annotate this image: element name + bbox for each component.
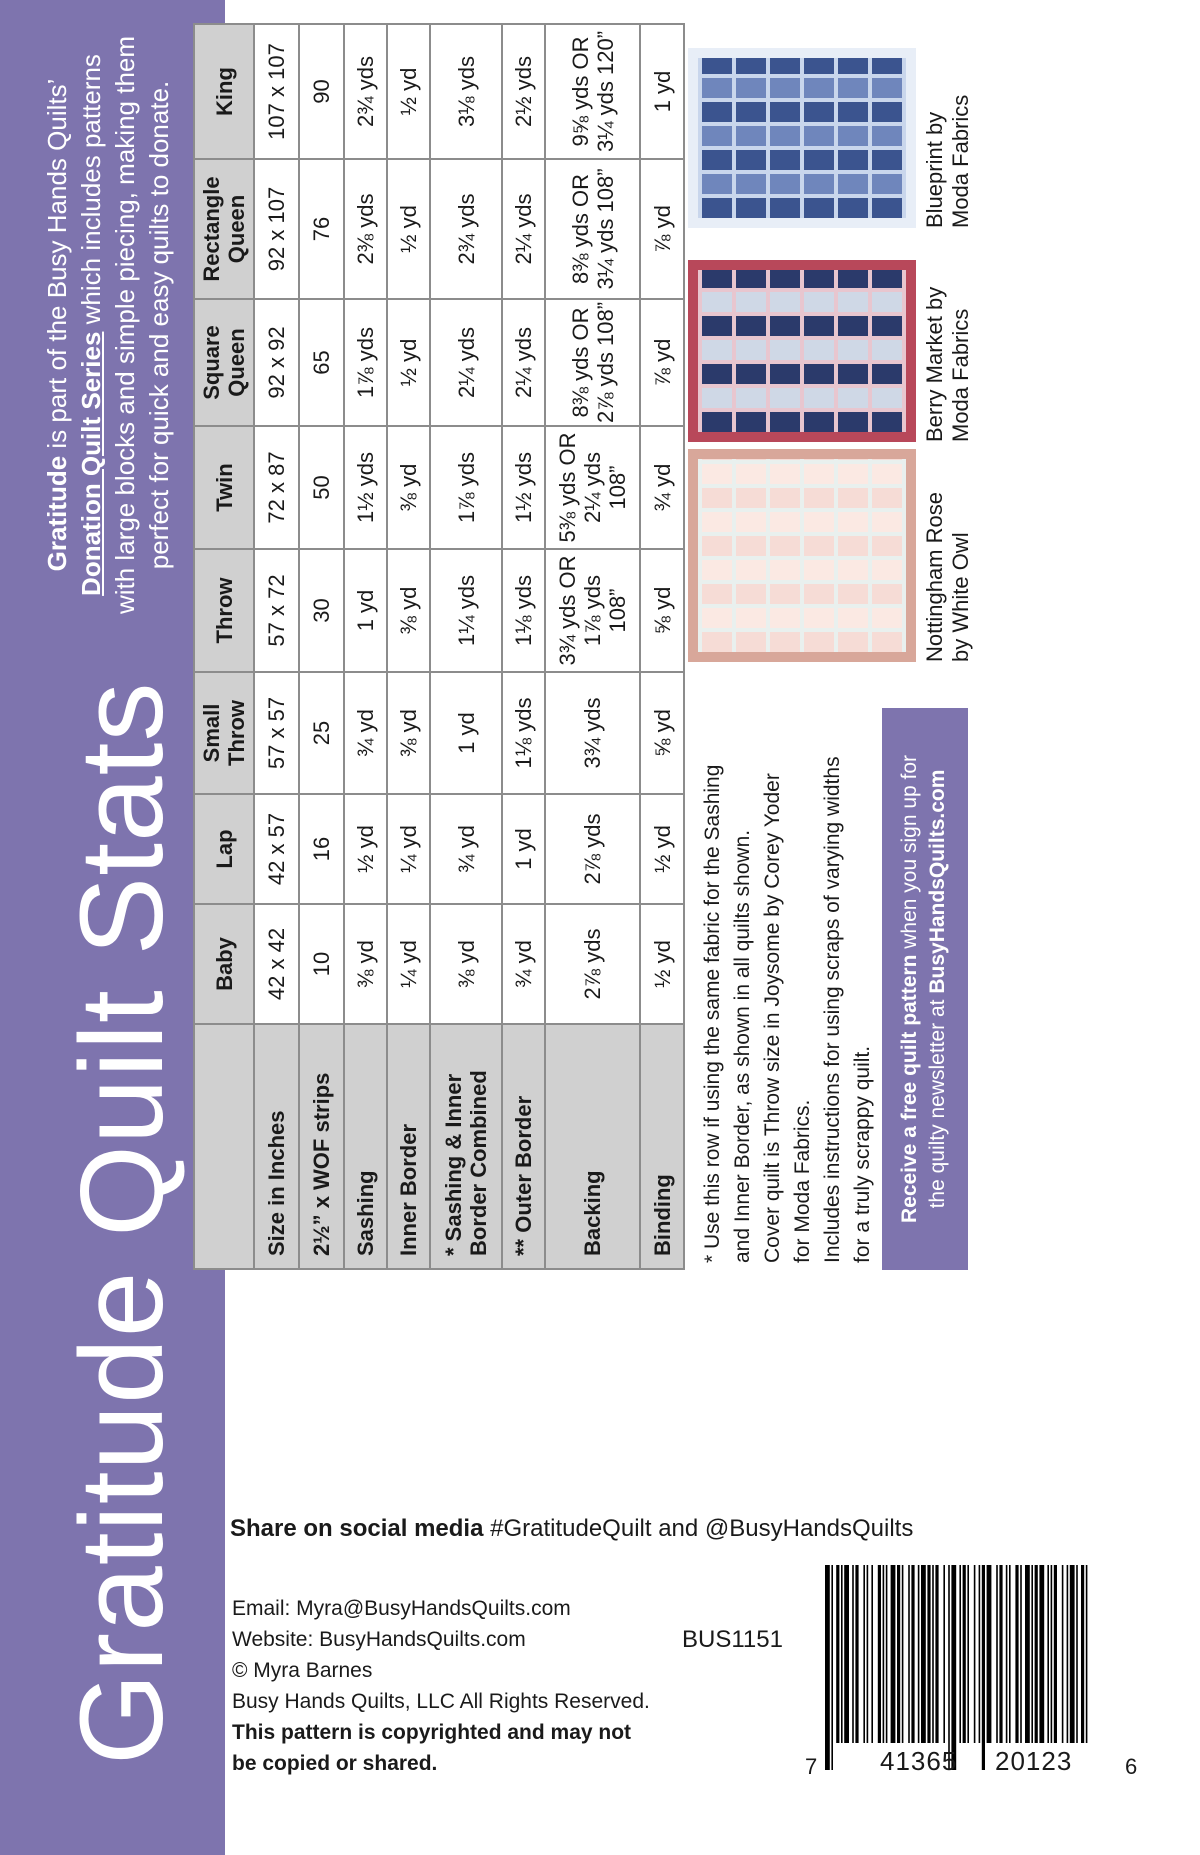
table-cell: ¾ yd — [502, 904, 545, 1024]
barcode-digit-last: 6 — [1125, 1754, 1138, 1779]
barcode-bar — [867, 1565, 869, 1743]
quilt-caption — [922, 449, 974, 662]
table-cell: 1 yd — [344, 549, 387, 672]
table-cell: 2¼ yds — [502, 299, 545, 426]
quilt-stats-table — [193, 23, 685, 1270]
table-cell: 2¾ yds — [430, 159, 502, 299]
barcode-bar — [1067, 1565, 1069, 1743]
table-cell: 16 — [299, 794, 344, 904]
note-line: Cover quilt is Throw size in Joysome by Corey Yoder — [761, 773, 784, 1263]
table-cell: ⅝ yd — [640, 549, 684, 672]
table-cell: 1⅞ yds — [430, 426, 502, 549]
barcode-bar — [1031, 1565, 1033, 1743]
intro-text-part2: which includes patterns with large blocks and simple piecing, making them perfect for quick and easy quilts to donate. — [76, 35, 174, 615]
column-header: Lap — [194, 794, 254, 904]
table-body — [254, 24, 684, 1269]
table-cell: 1 yd — [430, 672, 502, 794]
table-cell: 92 x 92 — [254, 299, 299, 426]
barcode-bar — [1020, 1565, 1022, 1743]
quilt-caption-line2: by White Owl — [948, 532, 973, 662]
quilt-image — [688, 48, 916, 228]
share-bold: Share on social media — [230, 1515, 484, 1542]
barcode-bar — [987, 1565, 992, 1743]
barcode-bar — [1070, 1565, 1075, 1743]
table-cell: ⅞ yd — [640, 299, 684, 426]
row-label: 2½” x WOF strips — [299, 1024, 344, 1269]
table-cell: 2⅞ yds — [545, 904, 640, 1024]
table-cell: ¾ yd — [640, 426, 684, 549]
barcode-bar — [1039, 1565, 1044, 1743]
intro-text-part1: is part of the Busy Hands Quilts’ — [42, 78, 72, 456]
barcode — [805, 1565, 1138, 1779]
quilt-image — [688, 449, 916, 662]
newsletter-text: when you sign up for — [898, 754, 921, 955]
barcode-bar — [841, 1565, 843, 1743]
table-cell: 1 yd — [502, 794, 545, 904]
table-cell: 90 — [299, 24, 344, 159]
barcode-bar — [1015, 1565, 1018, 1743]
row-label: Inner Border — [387, 1024, 430, 1269]
table-cell: 3⅛ yds — [430, 24, 502, 159]
barcode-digits-right: 20123 — [995, 1746, 1073, 1776]
quilt-image — [688, 260, 916, 442]
table-cell: ⅜ yd — [387, 672, 430, 794]
table-cell: 2¼ yds — [430, 299, 502, 426]
barcode-bar — [852, 1565, 854, 1743]
share-line — [230, 1513, 1090, 1545]
quilt-caption-line1: Berry Market by — [922, 286, 947, 442]
barcode-bar — [948, 1565, 950, 1770]
barcode-bar — [878, 1565, 881, 1743]
newsletter-line1 — [896, 708, 924, 1270]
barcode-bar — [886, 1565, 888, 1743]
barcode-bar — [935, 1565, 938, 1743]
table-cell: ½ yd — [640, 794, 684, 904]
column-header: Small Throw — [194, 672, 254, 794]
table-cell: ½ yd — [344, 794, 387, 904]
barcode-bar — [855, 1565, 858, 1743]
barcode-bar — [1086, 1565, 1088, 1743]
barcode-bar — [883, 1565, 885, 1743]
table-cell: 72 x 87 — [254, 426, 299, 549]
table-cell: 5⅜ yds OR 2¼ yds 108” — [545, 426, 640, 549]
intro-series-link: Donation Quilt Series — [76, 331, 106, 596]
intro-text — [40, 35, 176, 615]
barcode-bar — [1025, 1565, 1030, 1743]
barcode-bar — [902, 1565, 904, 1743]
quilt-caption — [922, 48, 974, 228]
column-header: Baby — [194, 904, 254, 1024]
table-row — [430, 24, 502, 1269]
newsletter-banner[interactable] — [882, 708, 968, 1270]
barcode-bars — [825, 1565, 1095, 1775]
table-cell: 57 x 72 — [254, 549, 299, 672]
column-header: Throw — [194, 549, 254, 672]
barcode-bar — [836, 1565, 839, 1743]
table-cell: 1½ yds — [344, 426, 387, 549]
quilt-caption-line2: Moda Fabrics — [948, 94, 973, 228]
table-cell: ⅜ yd — [430, 904, 502, 1024]
table-cell: ½ yd — [387, 299, 430, 426]
note-line: * Use this row if using the same fabric for the Sashing — [701, 764, 724, 1263]
table-cell: 2½ yds — [502, 24, 545, 159]
barcode-bar — [963, 1565, 966, 1743]
table-cell: 2⅞ yds — [545, 794, 640, 904]
barcode-bar — [979, 1565, 981, 1743]
barcode-digit-first: 7 — [805, 1754, 818, 1779]
table-cell: ⅜ yd — [344, 904, 387, 1024]
barcode-bar — [844, 1565, 849, 1743]
table-cell: ⅞ yd — [640, 159, 684, 299]
table-cell: ⅜ yd — [387, 426, 430, 549]
table-cell: 1¼ yds — [430, 549, 502, 672]
table-cell: ¼ yd — [387, 904, 430, 1024]
barcode-bar — [927, 1565, 930, 1743]
table-cell: 1 yd — [640, 24, 684, 159]
note-line: Includes instructions for using scraps of varying widths — [821, 756, 844, 1263]
table-row — [344, 24, 387, 1269]
intro-pattern-name: Gratitude — [42, 455, 72, 572]
table-cell: 25 — [299, 672, 344, 794]
barcode-bar — [1051, 1565, 1053, 1743]
row-label: Sashing — [344, 1024, 387, 1269]
barcode-bar — [982, 1565, 985, 1770]
row-label: Size in Inches — [254, 1024, 299, 1269]
table-cell: ¾ yd — [430, 794, 502, 904]
barcode-bar — [1081, 1565, 1084, 1743]
table-cell: 8⅜ yds OR 2⅞ yds 108” — [545, 299, 640, 426]
table-cell: 1½ yds — [502, 426, 545, 549]
table-cell: 76 — [299, 159, 344, 299]
note-line: for Moda Fabrics. — [791, 1099, 814, 1263]
table-cell: 57 x 57 — [254, 672, 299, 794]
table-cell: 50 — [299, 426, 344, 549]
table-cell: 1⅛ yds — [502, 549, 545, 672]
barcode-bar — [863, 1565, 865, 1743]
row-label: Backing — [545, 1024, 640, 1269]
column-header: King — [194, 24, 254, 159]
newsletter-bold: Receive a free quilt pattern — [898, 954, 921, 1224]
table-cell: 65 — [299, 299, 344, 426]
contact-website[interactable]: Website: BusyHandsQuilts.com — [232, 1628, 526, 1651]
row-label: ** Outer Border — [502, 1024, 545, 1269]
column-header: Twin — [194, 426, 254, 549]
quilt-caption-line1: Nottingham Rose — [922, 492, 947, 662]
newsletter-line2-text: the quilty newsletter at — [926, 993, 949, 1209]
table-cell: 2⅜ yds — [344, 159, 387, 299]
barcode-bar — [1062, 1565, 1064, 1743]
newsletter-line2 — [924, 708, 952, 1270]
table-cell: ½ yd — [387, 24, 430, 159]
table-cell: 9⅝ yds OR 3¼ yds 120” — [545, 24, 640, 159]
table-cell: ⅝ yd — [640, 672, 684, 794]
copyright-warning-1: This pattern is copyrighted and may not — [232, 1721, 632, 1744]
barcode-bar — [951, 1565, 956, 1770]
table-cell: ½ yd — [387, 159, 430, 299]
quilt-caption — [922, 260, 974, 442]
barcode-bar — [999, 1565, 1002, 1743]
table-cell: 42 x 57 — [254, 794, 299, 904]
barcode-bar — [1076, 1565, 1078, 1743]
table-cell: ¼ yd — [387, 794, 430, 904]
contact-email[interactable]: Email: Myra@BusyHandsQuilts.com — [232, 1597, 571, 1620]
table-cell: ¾ yd — [344, 672, 387, 794]
table-row — [545, 24, 640, 1269]
table-cell: 3¾ yds — [545, 672, 640, 794]
copyright-warning-2: be copied or shared. — [232, 1752, 438, 1775]
barcode-bar — [959, 1565, 961, 1743]
page-title: Gratitude Quilt Stats — [56, 681, 188, 1765]
column-header: Rectangle Queen — [194, 159, 254, 299]
table-cell: 42 x 42 — [254, 904, 299, 1024]
table-row — [254, 24, 299, 1269]
table-cell: 1⅞ yds — [344, 299, 387, 426]
table-cell: 3¾ yds OR 1⅞ yds 108” — [545, 549, 640, 672]
barcode-bar — [911, 1565, 914, 1743]
barcode-bar — [891, 1565, 896, 1743]
table-cell: ⅜ yd — [387, 549, 430, 672]
barcode-bar — [974, 1565, 976, 1743]
newsletter-website: BusyHandsQuilts.com — [926, 769, 949, 994]
share-text: #GratitudeQuilt and @BusyHandsQuilts — [483, 1515, 914, 1542]
pattern-notes — [698, 703, 878, 1263]
table-row — [387, 24, 430, 1269]
quilt-caption-line2: Moda Fabrics — [948, 308, 973, 442]
table-row — [299, 24, 344, 1269]
contact-copyright: © Myra Barnes — [232, 1659, 373, 1682]
barcode-bar — [825, 1565, 830, 1770]
barcode-bar — [1054, 1565, 1057, 1743]
barcode-bar — [921, 1565, 926, 1743]
contact-rights: Busy Hands Quilts, LLC All Rights Reserved. — [232, 1690, 650, 1713]
barcode-bar — [1006, 1565, 1008, 1743]
contact-block — [232, 1593, 732, 1779]
barcode-bar — [943, 1565, 945, 1743]
table-cell: 10 — [299, 904, 344, 1024]
table-cell: 8⅜ yds OR 3¼ yds 108” — [545, 159, 640, 299]
table-cell: 2¾ yds — [344, 24, 387, 159]
barcode-bar — [996, 1565, 998, 1743]
barcode-digits-left: 41365 — [880, 1746, 958, 1776]
table-header-row — [194, 24, 254, 1269]
table-cell: 30 — [299, 549, 344, 672]
column-header: Square Queen — [194, 299, 254, 426]
table-row — [640, 24, 684, 1269]
barcode-bar — [1047, 1565, 1049, 1743]
note-line: and Inner Border, as shown in all quilts shown. — [731, 829, 754, 1263]
table-cell: 92 x 107 — [254, 159, 299, 299]
table-cell: ½ yd — [640, 904, 684, 1024]
table-corner-cell — [194, 1024, 254, 1269]
barcode-bar — [918, 1565, 920, 1743]
barcode-bar — [932, 1565, 934, 1743]
barcode-bar — [967, 1565, 969, 1743]
barcode-bar — [871, 1565, 873, 1743]
table-cell: 1⅛ yds — [502, 672, 545, 794]
barcode-bar — [831, 1565, 833, 1770]
table-row — [502, 24, 545, 1269]
row-label: * Sashing & Inner Border Combined — [430, 1024, 502, 1269]
note-line: for a truly scrappy quilt. — [851, 1045, 874, 1263]
barcode-bar — [897, 1565, 900, 1743]
table-cell: 2¼ yds — [502, 159, 545, 299]
table-cell: 107 x 107 — [254, 24, 299, 159]
barcode-bar — [1009, 1565, 1011, 1743]
quilt-caption-line1: Blueprint by — [922, 111, 947, 228]
barcode-bar — [908, 1565, 910, 1743]
barcode-bar — [1035, 1565, 1038, 1743]
row-label: Binding — [640, 1024, 684, 1269]
sku-label: BUS1151 — [682, 1626, 783, 1653]
